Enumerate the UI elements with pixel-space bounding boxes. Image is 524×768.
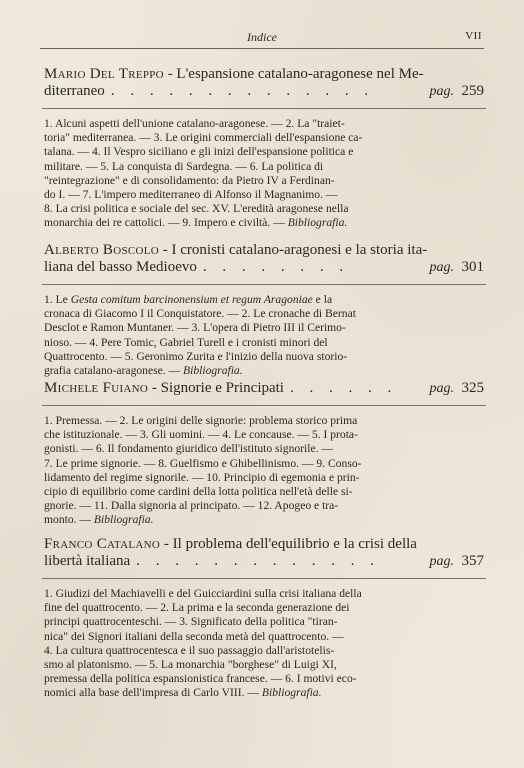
summary-line: monarchia dei re cattolici. — 9. Impero e civiltà. — [44, 216, 288, 230]
header-page-number: VII [465, 30, 482, 42]
entry-author: Mario Del Treppo [44, 66, 164, 82]
summary-line: gonisti. — 6. Il fondamento giuridico dell'istituto signorile. — [44, 442, 334, 456]
entry-author: Franco Catalano [44, 536, 161, 552]
divider [42, 405, 486, 406]
toc-entry-boscolo [44, 242, 484, 378]
bibliography-label: Bibliografia. [261, 686, 322, 700]
summary-line: talana. — 4. Il Vespro siciliano e gli inizi dell'espansione politica e [44, 145, 354, 159]
entry-author: Alberto Boscolo [44, 242, 160, 258]
summary-line: 1. Giudizi del Machiavelli e del Guicciardini sulla crisi italiana della [44, 587, 362, 600]
summary-line: grafia catalano-aragonese. — [44, 364, 184, 378]
summary-line: Quattrocento. — 5. Geronimo Zurita e l'inizio della nuova storio- [44, 349, 348, 363]
summary-line: premessa della politica espansionistica francese. — 6. I motivi eco- [44, 672, 357, 686]
summary-line: smo al platonismo. — 5. La monarchia "borghese" di Luigi XI, [44, 658, 337, 672]
summary-text: 1. Le [44, 293, 71, 306]
entry-heading: Alberto Boscolo - I cronisti catalano-aragonesi e la storia ita- liana del basso Medioevo . . . . . . . . pag. 301 [44, 242, 484, 275]
bibliography-label: Bibliografia. [287, 216, 348, 230]
summary-line: monto. — [44, 513, 94, 527]
entry-title-line1: - I cronisti catalano-aragonesi e la storia ita- [159, 242, 428, 258]
entry-summary [44, 414, 484, 528]
summary-line: principi quattrocenteschi. — 3. Significato della politica "tiran- [44, 615, 338, 629]
summary-line: do I. — 7. L'impero mediterraneo di Alfonso il Magnanimo. — [44, 188, 338, 202]
entry-page-number: 357 [461, 553, 484, 569]
divider [42, 284, 486, 285]
running-header [40, 28, 484, 49]
summary-line: nioso. — 4. Pere Tomic, Gabriel Turell e i cronisti minori del [44, 335, 328, 349]
entry-heading: Franco Catalano - Il problema dell'equilibrio e la crisi della libertà italiana . . . . . . . . . . . . . pag. 357 [44, 536, 484, 569]
entry-title-line1: - L'espansione catalano-aragonese nel Me- [163, 66, 424, 82]
summary-line: 1. Premessa. — 2. Le origini delle signorie: problema storico prima [44, 414, 358, 427]
summary-line: 4. La cultura quattrocentesca e il suo passaggio dall'aristotelis- [44, 643, 335, 657]
divider [42, 108, 486, 109]
work-title: Gesta comitum barcinonensium et regum Aragoniae [70, 293, 313, 306]
entry-page-number: 259 [461, 83, 484, 99]
summary-line: 8. La crisi politica e sociale del sec. XV. L'eredità aragonese nella [44, 202, 349, 216]
summary-line: nica" dei Signori italiani della seconda metà del quattrocento. — [44, 629, 344, 643]
summary-line: nomici alla base dell'impresa di Carlo VIII. — [44, 686, 262, 700]
summary-line: militare. — 5. La conquista di Sardegna. — 6. La politica di [44, 159, 324, 173]
summary-line: gnorie. — 11. Dalla signoria al principato. — 12. Apogeo e tra- [44, 499, 339, 513]
entry-summary [44, 587, 484, 701]
summary-line: lidamento del regime signorile. — 10. Principio di egemonia e prin- [44, 470, 360, 484]
entry-title-line2: diterraneo [44, 83, 105, 99]
summary-line: cronaca di Giacomo I il Conquistatore. — 2. Le cronache di Bernat [44, 307, 356, 321]
entry-title-line1: - Signorie e Principati [148, 380, 284, 396]
entry-heading: Michele Fuiano - Signorie e Principati . . . . . . pag. 325 [44, 380, 484, 396]
summary-line: cipio di equilibrio come cardini della lotta politica nell'età delle si- [44, 485, 353, 499]
summary-line: "reintegrazione" e di consolidamento: da Pietro IV a Ferdinan- [44, 173, 335, 187]
entry-title-line2: liana del basso Medioevo [44, 259, 197, 275]
entry-page-number: 301 [461, 259, 484, 275]
summary-line: toria" mediterranea. — 3. Le origini commerciali dell'espansione ca- [44, 131, 363, 145]
toc-entry-fuiano [44, 380, 484, 528]
pag-label: pag. [429, 381, 454, 396]
bibliography-label: Bibliografia. [183, 364, 243, 378]
summary-text: e la [312, 293, 333, 306]
entry-page-number: 325 [461, 380, 484, 396]
entry-title-line1: - Il problema dell'equilibrio e la crisi della [160, 536, 417, 552]
pag-label: pag. [429, 260, 454, 275]
pag-label: pag. [429, 554, 454, 569]
divider [42, 578, 486, 579]
entry-heading: Mario Del Treppo - L'espansione catalano-aragonese nel Me- diterraneo . . . . . . . . . . . . . . pag. 259 [44, 66, 484, 99]
toc-entry-del-treppo [44, 66, 484, 231]
toc-entry-catalano [44, 536, 484, 701]
entry-author: Michele Fuiano [44, 380, 149, 396]
bibliography-label: Bibliografia. [93, 513, 154, 527]
summary-line: 1. Alcuni aspetti dell'unione catalano-aragonese. — 2. La "traiet- [44, 117, 345, 130]
summary-line: 7. Le prime signorie. — 8. Guelfismo e Ghibellinismo. — 9. Conso- [44, 456, 362, 470]
entry-summary [44, 117, 484, 231]
summary-line: Desclot e Ramon Muntaner. — 3. L'opera di Pietro III il Cerimo- [44, 321, 346, 335]
pag-label: pag. [429, 84, 454, 99]
summary-line: che istituzionale. — 3. Gli uomini. — 4. Le concause. — 5. I prota- [44, 428, 358, 442]
running-title: Indice [247, 30, 277, 44]
entry-title-line2: libertà italiana [44, 553, 131, 569]
summary-line: fine del quattrocento. — 2. La prima e la seconda generazione dei [44, 601, 350, 615]
entry-summary [44, 293, 484, 378]
